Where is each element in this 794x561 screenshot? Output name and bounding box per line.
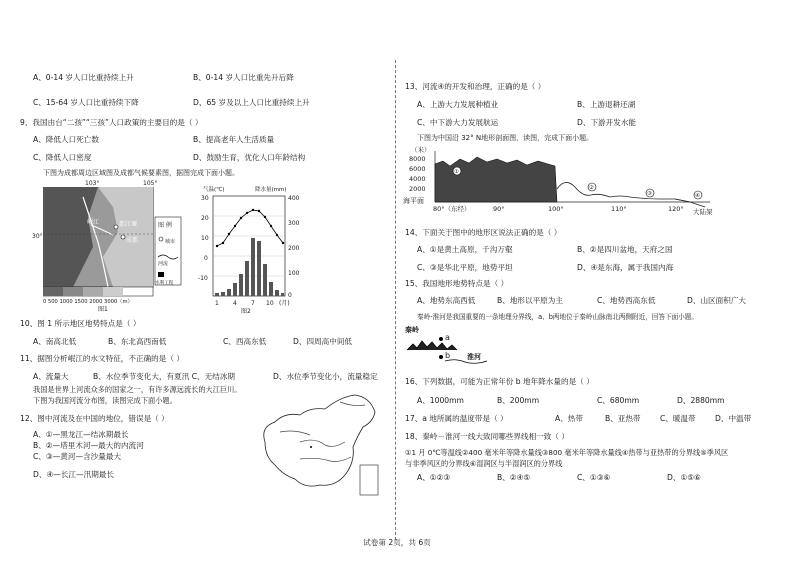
q18-stem: 18、秦岭－淮河一线大致同哪些界线相一致（ ）: [405, 432, 569, 441]
qinling-sketch: [405, 328, 505, 368]
q8-option-b: B、0-14 岁人口比重先升后降: [193, 73, 294, 82]
q8-option-d: D、65 岁及以上人口比重持续上升: [193, 98, 310, 107]
q10-option-d: D、四周高中间低: [293, 337, 353, 346]
precip-bar-feb: [221, 292, 225, 296]
q16-option-a: A、1000mm: [417, 396, 464, 405]
q18-body-line1: ①1 月 0℃等温线②400 毫米年等降水量线③800 毫米年等降水量线④热带与亚热带的分界线⑤季风区: [405, 448, 729, 457]
precip-bar-may: [239, 274, 243, 296]
q13-option-d: D、下游开发水能: [577, 118, 637, 127]
q11-stem: 11、据图分析岷江的水文特征，不正确的是（ ）: [20, 354, 184, 363]
q11-options: [33, 371, 378, 382]
x-tick-1: 1: [215, 300, 219, 307]
q18-options: [417, 472, 701, 483]
q12-option-a: A、①—黑龙江—结冰期最长: [33, 430, 129, 439]
x-tick-10: 10: [266, 300, 274, 307]
map-city-dujiangyan: 都江堰: [119, 221, 138, 228]
qinling-sketch-svg: [405, 328, 505, 368]
point-b-label: b: [445, 351, 451, 360]
q17-row: [405, 413, 751, 424]
profile-continental-shelf: 大陆架: [693, 208, 713, 216]
q18-option-a: A、①②③: [417, 473, 451, 482]
q13-option-b: B、上游退耕还湖: [577, 100, 636, 109]
q17-option-b: B、亚热带: [605, 414, 641, 423]
profile-sea-level: 海平面: [403, 197, 424, 205]
profile-x-110: 110°: [611, 205, 627, 213]
china-outline-svg: [245, 387, 385, 502]
left-tick-30: 30: [201, 195, 209, 202]
q11-option-a: A、流量大: [33, 372, 69, 381]
q14-options-row1: [417, 244, 673, 255]
china-river-map: [245, 387, 385, 502]
q13-options-row1: [417, 99, 635, 110]
right-tick-300: 300: [288, 220, 300, 227]
map-elevation-scale: 0 500 1000 1500 2000 3000（m）: [43, 299, 133, 305]
q11-option-d: D、水位季节变化小，流量稳定: [273, 372, 378, 381]
profile-tick-2000: 2000: [409, 185, 426, 193]
rivers-intro: 我国是世界上河流众多的国家之一，有许多源远流长的大江巨川。下图为我国河流分布图，读图完成下面小题。: [33, 385, 242, 405]
right-tick-400: 400: [288, 195, 300, 202]
map-lon-105: 105°: [143, 180, 158, 187]
q14-option-a: A、①是黄土高原，千沟万壑: [417, 245, 513, 254]
qinling-label: 秦岭: [405, 326, 419, 334]
q14-option-b: B、②是四川盆地，天府之国: [577, 245, 673, 254]
q18-body-line2: 与非季风区的分界线⑥湿润区与半湿润区的分界线: [405, 459, 563, 468]
profile-tick-4000: 4000: [409, 175, 426, 183]
map-lat-30: 30°: [32, 233, 43, 240]
map-city-chengdu: 成都: [126, 237, 139, 244]
q13-stem: 13、河流④的开发和治理，正确的是（ ）: [405, 82, 546, 91]
left-tick-0: 0: [204, 255, 208, 262]
precip-bar-jan: [215, 293, 219, 296]
profile-tick-8000: 8000: [409, 155, 426, 163]
legend-title: 图 例: [158, 222, 172, 229]
q10-option-b: B、东北高西南低: [108, 337, 167, 346]
q17-option-c: C、暖温带: [660, 414, 696, 423]
q9-options-row2: [33, 152, 305, 163]
q11-option-bc: B、水位季节变化大，有夏汛 C、无结冰期: [93, 372, 236, 381]
q8-option-a: A、0-14 岁人口比重持续上升: [33, 73, 134, 82]
q13-options-row2: [417, 117, 636, 128]
map-lon-103: 103°: [85, 180, 100, 187]
q18-option-b: B、②④⑤: [497, 473, 531, 482]
precip-bar-sep: [263, 264, 267, 296]
profile-marker-2: ②: [589, 185, 594, 191]
right-tick-100: 100: [288, 270, 300, 277]
q12-option-b: B、②—塔里木河—最大的内流河: [33, 441, 144, 450]
x-tick-month: (月): [279, 300, 290, 307]
q18-option-c: C、①③⑥: [577, 473, 611, 482]
precip-bar-aug: [257, 241, 261, 296]
precip-bar-jun: [245, 261, 249, 296]
q14-stem: 14、下面关于图中的地形区说法正确的是（ ）: [405, 228, 562, 237]
q9-option-c: C、降低人口密度: [33, 153, 92, 162]
profile-tick-6000: 6000: [409, 165, 426, 173]
q12-stem: 12、图中河流及在中国的地位，错误是（ ）: [20, 414, 169, 423]
q12-option-d: D、④—长江—汛期最长: [33, 470, 114, 479]
q16-option-c: C、680mm: [597, 396, 640, 405]
q17-option-a: A、热带: [555, 414, 583, 423]
q15-stem: 15、我国地形地势特点是（ ）: [405, 279, 509, 288]
profile-intro: 下图为中国沿 32° N地形剖面图，读图，完成下面小题。: [417, 134, 594, 142]
map-river-minjiang: 岷江: [87, 219, 100, 226]
q10-option-a: A、南高北低: [33, 337, 77, 346]
profile-unit: （米）: [411, 146, 431, 154]
profile-x-90: 90°: [493, 205, 505, 213]
profile-x-100: 100°: [548, 205, 564, 213]
map-intro: 下图为成都周边区域图及成都气候要素图，据图完成下面小题。: [43, 169, 239, 177]
q8-options-row1: [33, 72, 294, 83]
q8-option-c: C、15-64 岁人口比重持续下降: [33, 98, 139, 107]
q8-options-row2: [33, 97, 310, 108]
right-tick-200: 200: [288, 245, 300, 252]
legend-water-project: 水利工程: [155, 281, 174, 286]
q9-option-b: B、提高老年人生活质量: [193, 135, 275, 144]
q13-option-c: C、中下游大力发展航运: [417, 118, 499, 127]
page-footer: 试卷第 2页，共 6页: [363, 538, 431, 547]
q15-options: [417, 295, 746, 306]
precip-bar-oct: [269, 282, 273, 296]
q9-options-row1: [33, 134, 274, 145]
figure-2-climate-chart: [193, 186, 308, 314]
q10-option-c: C、西高东低: [223, 337, 267, 346]
point-a-label: a: [445, 333, 450, 342]
figure-2-caption: 图2: [241, 308, 251, 315]
left-tick-neg10: -10: [198, 275, 208, 282]
q9-stem: 9、我国由台“二孩”“三孩”人口政策的主要目的是（ ）: [20, 118, 203, 127]
profile-marker-1: ①: [454, 169, 459, 175]
q16-options: [417, 395, 725, 406]
q16-stem: 16、下列数据，可能为正常年份 b 地年降水量的是（ ）: [405, 377, 594, 386]
precip-bar-jul: [251, 238, 255, 296]
q14-options-row2: [417, 262, 673, 273]
column-divider: [395, 60, 396, 540]
q10-options: [33, 336, 352, 347]
legend-city: 城市: [165, 239, 176, 245]
precipitation-bars: [215, 238, 284, 296]
precip-bar-nov: [275, 290, 279, 296]
figure-1-caption: 图1: [98, 306, 108, 313]
precip-bar-apr: [233, 283, 237, 296]
q13-option-a: A、上游大力发展种植业: [417, 100, 499, 109]
left-tick-20: 20: [201, 215, 209, 222]
x-tick-4: 4: [233, 300, 237, 307]
profile-marker-3: ③: [647, 191, 652, 197]
qinling-intro: 秦岭-淮河是我国重要的一条地理分界线，a、b两地位于秦岭山脉南北两侧附近，回答下面小题。: [417, 313, 698, 321]
profile-x-80: 80°（东经）: [433, 205, 471, 213]
q9-option-a: A、降低人口死亡数: [33, 135, 99, 144]
y-right-label: 降水量(mm): [255, 187, 287, 193]
precip-bar-dec: [281, 293, 284, 296]
q16-option-d: D、2880mm: [677, 396, 725, 405]
x-tick-7: 7: [251, 300, 255, 307]
q15-option-c: C、地势西高东低: [597, 296, 656, 305]
q15-option-a: A、地势东高西低: [417, 296, 476, 305]
y-left-label: 气温(℃): [203, 187, 225, 193]
temperature-points: [216, 209, 284, 247]
left-tick-10: 10: [201, 235, 209, 242]
figure-1-map: [32, 180, 183, 313]
terrain-map-svg: [43, 187, 183, 312]
precip-bar-mar: [227, 289, 231, 296]
q14-option-c: C、③是华北平原，地势平坦: [417, 263, 513, 272]
q15-option-b: B、地形以平原为主: [497, 296, 563, 305]
q15-option-d: D、山区面积广大: [687, 296, 747, 305]
q10-stem: 10、图 1 所示地区地势特点是（ ）: [20, 319, 141, 328]
q14-option-d: D、④是东海，属于我国内海: [577, 263, 674, 272]
q17-stem: 17、a 地所属的温度带是（ ）: [405, 414, 508, 423]
legend-river: 河流: [158, 261, 169, 267]
q9-option-d: D、鼓励生育，优化人口年龄结构: [193, 153, 306, 162]
q18-option-d: D、①⑤⑥: [667, 473, 701, 482]
q17-option-d: D、中温带: [715, 414, 752, 423]
temperature-line: [217, 210, 283, 246]
terrain-profile-figure: [403, 146, 725, 221]
profile-x-120: 120°: [668, 205, 684, 213]
profile-marker-4: ④: [695, 193, 700, 199]
right-tick-0: 0: [288, 292, 292, 299]
huaihe-label: 淮河: [467, 353, 481, 361]
q16-option-b: B、200mm: [497, 396, 540, 405]
q12-option-c: C、③—黄河—含沙量最大: [33, 452, 122, 461]
